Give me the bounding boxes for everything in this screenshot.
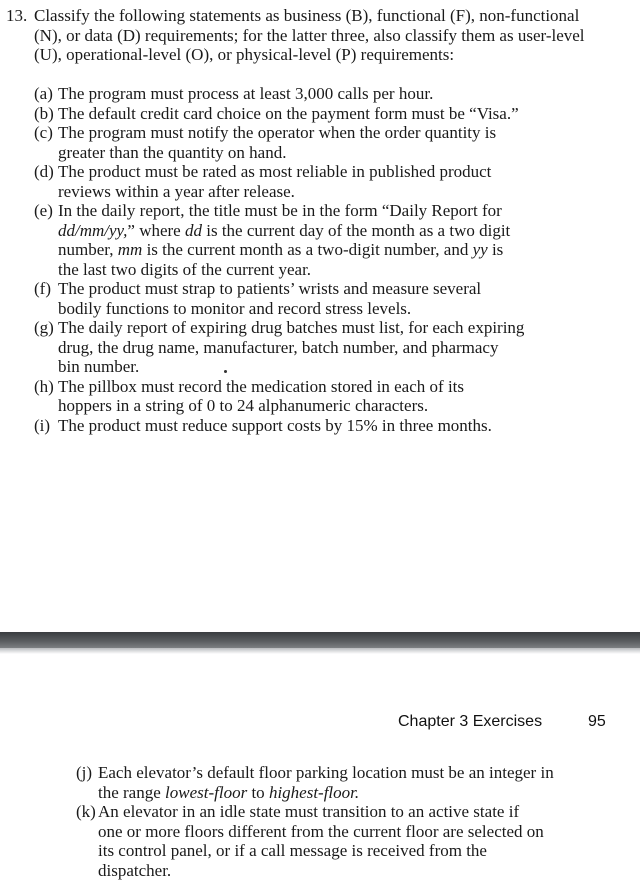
item-text: The default credit card choice on the payment form must be “Visa.” [58,103,519,123]
item-label: (j) [76,763,93,782]
requirements-list [34,84,604,435]
question-number: 13. [6,6,28,25]
page-break-bar [0,632,640,648]
item-text: reviews within a year after release. [58,181,295,201]
mm-term: mm [117,240,143,259]
item-text: hoppers in a string of 0 to 24 alphanumeric characters. [58,396,429,415]
item-label: (d) [34,162,54,181]
list-item-g [34,318,604,377]
list-item-i [34,416,604,436]
item-text: The product must reduce support costs by 15% in three months. [58,415,492,435]
item-text: The pillbox must record the medication stored in each of its [58,376,464,396]
item-text: The daily report of expiring drug batches must list, for each expiring [58,318,525,337]
item-label: (f) [34,279,51,298]
item-text: In the daily report, the title must be in the form “Daily Report for [58,201,502,220]
item-text: greater than the quantity on hand. [58,142,287,162]
date-format: dd/mm/yy, [58,220,128,240]
item-text: The program must notify the operator when the order quantity is [58,123,497,142]
highest-floor-term: highest-floor. [268,782,360,802]
item-text: the range lowest-floor to highest-floor. [98,782,360,802]
item-label: (g) [34,318,54,337]
list-item-f [34,279,604,318]
yy-term: yy [472,240,488,259]
list-item-d [34,162,604,201]
item-text: dispatcher. [98,860,172,880]
item-text: its control panel, or if a call message is received from the [98,841,487,860]
item-label: (c) [34,123,53,142]
item-text: bodily functions to monitor and record stress levels. [58,298,412,318]
item-text: Each elevator’s default floor parking location must be an integer in [98,763,554,782]
item-text: dd/mm/yy,” where dd is the current day of the month as a two digit [58,220,511,240]
list-item-j [76,763,616,802]
item-text: drug, the drug name, manufacturer, batch number, and pharmacy [58,337,499,357]
item-label: (b) [34,103,54,123]
item-text: An elevator in an idle state must transition to an active state if [98,802,520,821]
scan-artifact-dot [224,370,227,373]
lowest-floor-term: lowest-floor [165,782,248,802]
item-text: The program must process at least 3,000 calls per hour. [58,84,434,103]
item-label: (a) [34,84,53,103]
item-text: The product must be rated as most reliable in published product [58,162,492,181]
item-text: the last two digits of the current year. [58,259,312,279]
list-item-h [34,377,604,416]
list-item-c [34,123,604,162]
item-text: The product must strap to patients’ wrists and measure several [58,279,482,298]
page-break-shadow [0,648,640,654]
list-item-b [34,104,604,124]
item-label: (k) [76,802,96,821]
list-item-a [34,84,604,104]
running-head: Chapter 3 Exercises [398,713,543,730]
item-label: (e) [34,201,53,220]
item-text: bin number. [58,357,140,376]
item-text: number, mm is the current month as a two-digit number, and yy is [58,240,504,259]
page-number: 95 [588,713,606,730]
dd-term: dd [184,220,202,240]
item-label: (h) [34,376,54,396]
list-item-k [76,802,616,880]
continued-requirements-list [76,763,616,880]
question-intro: Classify the following statements as business (B), functional (F), non-functional (N), or data (D) requirements; for the latter three, also classify them as user-level (U), operational-level (O), or physical-level (P) requirements: [34,6,585,64]
item-text: one or more floors different from the current floor are selected on [98,821,544,841]
list-item-e [34,201,604,279]
item-label: (i) [34,415,51,435]
